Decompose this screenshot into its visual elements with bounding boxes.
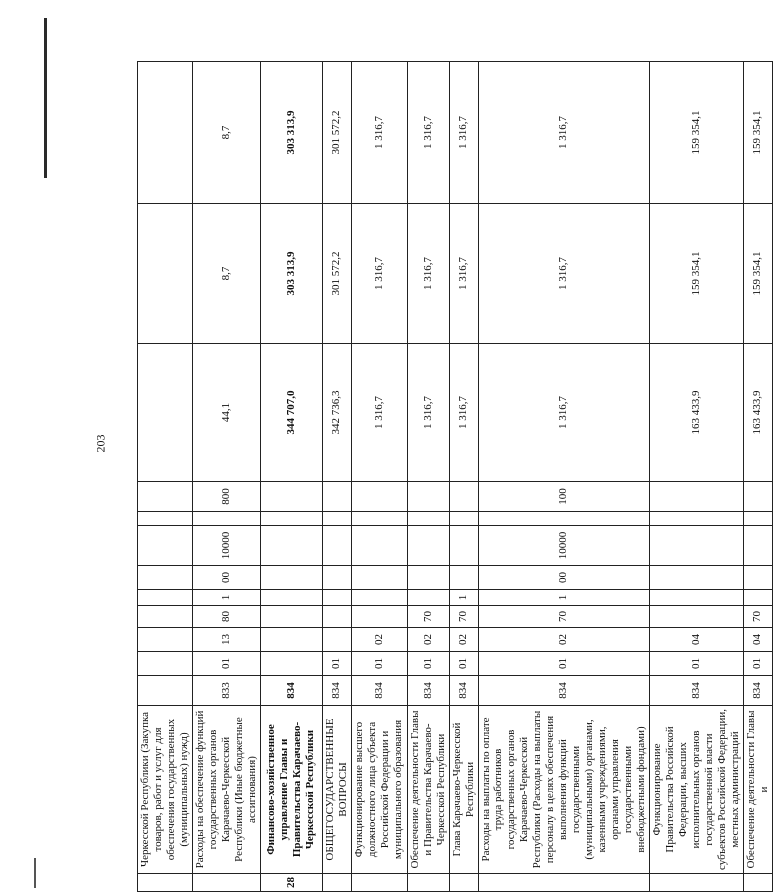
table-row — [192, 62, 260, 892]
amount-1: 1 316,7 — [478, 344, 650, 482]
amount-2: 1 316,7 — [407, 204, 449, 344]
target-code-3: 00 — [478, 566, 650, 590]
row-name: Расходы на обеспечение функций государственных органов Карачаево-Черкесской Республики (Иные бюджетные ассигнования) — [192, 706, 260, 874]
ved-code: 834 — [650, 676, 744, 706]
target-code-2 — [322, 590, 351, 606]
target-code-3 — [260, 566, 322, 590]
row-number — [138, 874, 193, 892]
budget-table — [137, 61, 773, 892]
table-row — [138, 62, 193, 892]
target-code-4 — [138, 526, 193, 566]
row-name: Обеспечение деятельности Главы и Правительства Карачаево-Черкесской Республики — [407, 706, 449, 874]
target-code-4 — [650, 526, 744, 566]
subsection-code: 02 — [449, 628, 478, 652]
target-code-4 — [743, 526, 772, 566]
row-name: Расходы на выплаты по оплате труда работников государственных органов Карачаево-Черкесской Республики (Расходы на выплаты персоналу в целях обеспечения выполнения функций государственными (муниципальными) органами, казенными учреждениями, органами управления государственными внебюджетными фондами) — [478, 706, 650, 874]
subsection-code: 02 — [478, 628, 650, 652]
ved-code: 834 — [260, 676, 322, 706]
expense-type-code — [449, 482, 478, 512]
row-number — [407, 874, 449, 892]
target-code-5 — [138, 512, 193, 526]
table-row — [260, 62, 322, 892]
section-code: 01 — [351, 652, 407, 676]
expense-type-code: 100 — [478, 482, 650, 512]
expense-type-code — [322, 482, 351, 512]
target-code-4 — [322, 526, 351, 566]
row-name: Черкесской Республики (Закупка товаров, работ и услуг для обеспечения государственных (муниципальных) нужд) — [138, 706, 193, 874]
row-number — [478, 874, 650, 892]
amount-3: 1 316,7 — [449, 62, 478, 204]
table-row — [322, 62, 351, 892]
target-code-1: 70 — [407, 606, 449, 628]
target-code-3 — [743, 566, 772, 590]
ved-code: 834 — [407, 676, 449, 706]
amount-2: 303 313,9 — [260, 204, 322, 344]
ved-code — [138, 676, 193, 706]
target-code-3 — [449, 566, 478, 590]
expense-type-code — [351, 482, 407, 512]
subsection-code: 02 — [351, 628, 407, 652]
target-code-5 — [743, 512, 772, 526]
table-row — [743, 62, 772, 892]
row-name: Функционирование Правительства Российской Федерации, высших исполнительных органов государственной власти субъектов Российской Федерации, местных администраций — [650, 706, 744, 874]
target-code-2 — [138, 590, 193, 606]
amount-3: 1 316,7 — [351, 62, 407, 204]
target-code-1 — [322, 606, 351, 628]
amount-2: 1 316,7 — [351, 204, 407, 344]
row-name: Глава Карачаево-Черкесской Республики — [449, 706, 478, 874]
target-code-2: 1 — [478, 590, 650, 606]
amount-3: 8,7 — [192, 62, 260, 204]
amount-2 — [138, 204, 193, 344]
row-name: Обеспечение деятельности Главы и — [743, 706, 772, 874]
row-number — [192, 874, 260, 892]
target-code-4 — [449, 526, 478, 566]
amount-1: 344 707,0 — [260, 344, 322, 482]
expense-type-code — [260, 482, 322, 512]
target-code-5 — [351, 512, 407, 526]
rotated-table-frame — [137, 62, 770, 892]
amount-1: 342 736,3 — [322, 344, 351, 482]
target-code-1: 70 — [743, 606, 772, 628]
row-number — [650, 874, 744, 892]
section-code: 01 — [478, 652, 650, 676]
target-code-3: 00 — [192, 566, 260, 590]
subsection-code: 04 — [743, 628, 772, 652]
page-number: 203 — [93, 434, 108, 453]
target-code-5 — [192, 512, 260, 526]
table-row — [478, 62, 650, 892]
target-code-3 — [351, 566, 407, 590]
target-code-1 — [260, 606, 322, 628]
section-code — [138, 652, 193, 676]
amount-3: 1 316,7 — [407, 62, 449, 204]
expense-type-code — [650, 482, 744, 512]
target-code-5 — [650, 512, 744, 526]
row-number — [322, 874, 351, 892]
ved-code: 834 — [322, 676, 351, 706]
target-code-5 — [322, 512, 351, 526]
amount-3: 159 354,1 — [743, 62, 772, 204]
target-code-2 — [260, 590, 322, 606]
amount-1: 163 433,9 — [650, 344, 744, 482]
amount-3: 159 354,1 — [650, 62, 744, 204]
ved-code: 833 — [192, 676, 260, 706]
row-name: Финансово-хозяйственное управление Главы и Правительства Карачаево-Черкесской Республики — [260, 706, 322, 874]
target-code-2 — [650, 590, 744, 606]
target-code-2: 1 — [449, 590, 478, 606]
amount-1: 1 316,7 — [351, 344, 407, 482]
scan-edge-mark — [44, 18, 47, 178]
target-code-2 — [743, 590, 772, 606]
ved-code: 834 — [478, 676, 650, 706]
amount-1: 44,1 — [192, 344, 260, 482]
target-code-4: 10000 — [478, 526, 650, 566]
amount-2: 159 354,1 — [743, 204, 772, 344]
section-code: 01 — [322, 652, 351, 676]
subsection-code: 04 — [650, 628, 744, 652]
section-code: 01 — [192, 652, 260, 676]
row-name: Функционирование высшего должностного лица субъекта Российской Федерации и муниципального образования — [351, 706, 407, 874]
target-code-5 — [449, 512, 478, 526]
expense-type-code — [407, 482, 449, 512]
table-row — [650, 62, 744, 892]
amount-2: 1 316,7 — [478, 204, 650, 344]
target-code-2 — [407, 590, 449, 606]
row-name: ОБЩЕГОСУДАРСТВЕННЫЕ ВОПРОСЫ — [322, 706, 351, 874]
target-code-5 — [478, 512, 650, 526]
amount-1: 1 316,7 — [449, 344, 478, 482]
subsection-code — [322, 628, 351, 652]
section-code: 01 — [407, 652, 449, 676]
amount-2: 8,7 — [192, 204, 260, 344]
section-code: 01 — [743, 652, 772, 676]
amount-2: 159 354,1 — [650, 204, 744, 344]
ved-code: 834 — [351, 676, 407, 706]
table-rotation — [137, 62, 770, 892]
row-number — [351, 874, 407, 892]
target-code-5 — [260, 512, 322, 526]
section-code: 01 — [650, 652, 744, 676]
target-code-1 — [650, 606, 744, 628]
target-code-4 — [260, 526, 322, 566]
target-code-3 — [407, 566, 449, 590]
target-code-1: 80 — [192, 606, 260, 628]
target-code-3 — [322, 566, 351, 590]
ved-code: 834 — [743, 676, 772, 706]
table-row — [449, 62, 478, 892]
subsection-code: 02 — [407, 628, 449, 652]
amount-1: 1 316,7 — [407, 344, 449, 482]
section-code — [260, 652, 322, 676]
subsection-code: 13 — [192, 628, 260, 652]
ved-code: 834 — [449, 676, 478, 706]
amount-2: 1 316,7 — [449, 204, 478, 344]
amount-3 — [138, 62, 193, 204]
target-code-2: 1 — [192, 590, 260, 606]
expense-type-code — [138, 482, 193, 512]
expense-type-code — [743, 482, 772, 512]
subsection-code — [260, 628, 322, 652]
section-code: 01 — [449, 652, 478, 676]
target-code-1: 70 — [449, 606, 478, 628]
amount-1 — [138, 344, 193, 482]
target-code-1 — [138, 606, 193, 628]
scan-edge-mark-bottom — [34, 858, 36, 888]
row-number — [743, 874, 772, 892]
target-code-4 — [351, 526, 407, 566]
table-row — [407, 62, 449, 892]
target-code-1 — [351, 606, 407, 628]
amount-1: 163 433,9 — [743, 344, 772, 482]
amount-2: 301 572,2 — [322, 204, 351, 344]
target-code-3 — [138, 566, 193, 590]
target-code-4: 10000 — [192, 526, 260, 566]
table-row — [351, 62, 407, 892]
subsection-code — [138, 628, 193, 652]
amount-3: 1 316,7 — [478, 62, 650, 204]
expense-type-code: 800 — [192, 482, 260, 512]
target-code-2 — [351, 590, 407, 606]
target-code-4 — [407, 526, 449, 566]
row-number: 28 — [260, 874, 322, 892]
amount-3: 303 313,9 — [260, 62, 322, 204]
target-code-1: 70 — [478, 606, 650, 628]
row-number — [449, 874, 478, 892]
target-code-3 — [650, 566, 744, 590]
amount-3: 301 572,2 — [322, 62, 351, 204]
target-code-5 — [407, 512, 449, 526]
